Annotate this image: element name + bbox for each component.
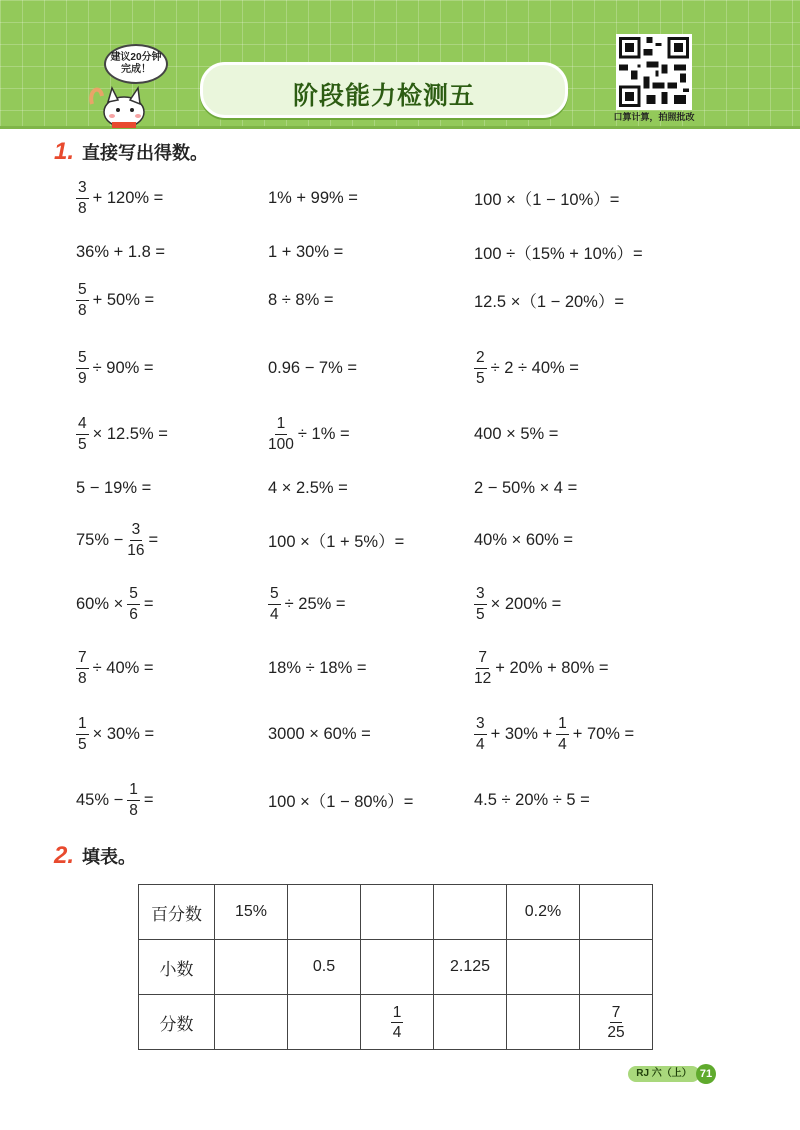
exercise-item (76, 648, 158, 688)
table-cell[interactable] (507, 995, 580, 1050)
fraction (607, 1005, 624, 1041)
expression-text: 1% + 99% = (268, 188, 358, 207)
exercise-item (268, 348, 361, 388)
expression-text: 4.5 ÷ 20% ÷ 5 = (474, 790, 590, 809)
fraction (556, 716, 569, 752)
qr-code-icon[interactable] (616, 34, 692, 110)
expression-text: ÷ 1% = (297, 424, 350, 443)
table-cell-fraction[interactable] (361, 995, 434, 1050)
exercise-item (268, 780, 417, 820)
expression-text: 36% + 1.8 = (76, 242, 165, 261)
row-header: 小数 (139, 940, 215, 995)
exercise-item (268, 414, 354, 454)
expression-text: 8 ÷ 8% = (268, 290, 334, 309)
section-2-label: 填表。 (82, 847, 137, 867)
fraction-numerator: 1 (76, 716, 89, 735)
exercise-item (474, 584, 565, 624)
fraction-numerator: 5 (76, 350, 89, 369)
table-cell[interactable] (507, 940, 580, 995)
fraction-denominator: 12 (474, 669, 492, 687)
table-cell[interactable] (288, 885, 361, 940)
expression-text: ÷ 40% = (92, 658, 154, 677)
expression-text: 4 × 2.5% = (268, 478, 348, 497)
fraction (474, 586, 487, 622)
expression-text: 60% × (76, 594, 124, 613)
expression-text: + 50% = (92, 290, 155, 309)
exercise-item (474, 520, 577, 560)
table-cell[interactable]: 0.2% (507, 885, 580, 940)
fraction (127, 522, 144, 558)
expression-text: 5 − 19% = (76, 478, 152, 497)
fraction-numerator: 3 (76, 180, 89, 199)
expression-text: 2 − 50% × 4 = (474, 478, 578, 497)
table-cell[interactable] (215, 995, 288, 1050)
expression-text: 100 ×（1 + 5%）= (268, 533, 405, 551)
row-header: 百分数 (139, 885, 215, 940)
expression-text: × 200% = (490, 594, 562, 613)
expression-text: + 30% + (490, 724, 553, 743)
section-1-label: 直接写出得数。 (82, 143, 209, 163)
fraction (474, 350, 487, 386)
fraction-denominator: 5 (476, 605, 485, 623)
fraction-denominator: 8 (78, 301, 87, 319)
expression-text: 75% − (76, 530, 124, 549)
expression-text: = (148, 530, 159, 549)
exercise-item (474, 348, 583, 388)
table-cell[interactable] (580, 885, 653, 940)
table-cell[interactable]: 2.125 (434, 940, 507, 995)
exercise-item (268, 280, 337, 320)
expression-text: 45% − (76, 790, 124, 809)
exercise-item (268, 584, 350, 624)
table-cell[interactable] (580, 940, 653, 995)
page-title: 阶段能力检测五 (292, 82, 475, 110)
table-row (139, 885, 653, 940)
fraction-denominator: 16 (127, 541, 145, 559)
exercise-item (474, 414, 562, 454)
exercise-item (76, 520, 162, 560)
qr-caption: 口算计算，拍照批改 (613, 112, 695, 122)
fraction (474, 650, 491, 686)
fraction-denominator: 8 (78, 199, 87, 217)
exercise-item (76, 178, 167, 218)
fraction-denominator: 6 (129, 605, 138, 623)
edition-tag: RJ 六（上） (628, 1066, 700, 1082)
expression-text: 3000 × 60% = (268, 724, 371, 743)
fraction-denominator: 100 (268, 435, 294, 453)
fraction-numerator: 1 (275, 416, 288, 435)
fill-in-table (138, 884, 653, 1050)
fraction-numerator: 3 (474, 586, 487, 605)
fraction-numerator: 5 (127, 586, 140, 605)
fraction-numerator: 1 (127, 782, 140, 801)
fraction-numerator: 5 (268, 586, 281, 605)
exercise-item (474, 232, 647, 272)
exercise-item (76, 584, 158, 624)
exercise-item (76, 714, 158, 754)
expression-text: 400 × 5% = (474, 424, 559, 443)
fraction-numerator: 4 (76, 416, 89, 435)
expression-text: = (143, 790, 154, 809)
expression-text: = (143, 594, 154, 613)
fraction (474, 716, 487, 752)
fraction-denominator: 8 (78, 669, 87, 687)
exercise-item (268, 714, 375, 754)
section-1-heading (54, 138, 208, 166)
exercise-item (474, 280, 628, 320)
expression-text: 18% ÷ 18% = (268, 658, 367, 677)
fraction-denominator: 5 (476, 369, 485, 387)
fraction-numerator: 3 (474, 716, 487, 735)
time-suggestion-bubble: 建议20分钟完成！ (104, 44, 168, 84)
fraction-numerator: 5 (76, 282, 89, 301)
exercise-item (268, 520, 408, 560)
exercise-item (268, 648, 371, 688)
fraction-denominator: 4 (270, 605, 279, 623)
fraction-denominator: 8 (129, 801, 138, 819)
fraction-numerator: 1 (556, 716, 569, 735)
title-banner (200, 62, 568, 118)
exercise-item (76, 414, 172, 454)
fraction-denominator: 5 (78, 435, 87, 453)
fraction-denominator: 5 (78, 735, 87, 753)
exercise-item (76, 232, 169, 272)
fraction (127, 586, 140, 622)
fraction (76, 282, 89, 318)
exercise-item (76, 780, 158, 820)
table-cell[interactable] (434, 885, 507, 940)
fraction-denominator: 4 (392, 1024, 402, 1041)
expression-text: 100 ×（1 − 10%）= (474, 191, 620, 209)
exercise-item (474, 648, 613, 688)
table-cell[interactable] (361, 940, 434, 995)
section-1-number: 1. (54, 138, 75, 165)
exercise-item (474, 714, 638, 754)
fraction-numerator: 1 (391, 1005, 404, 1024)
table-row (139, 940, 653, 995)
table-row (139, 995, 653, 1050)
fraction-denominator: 25 (607, 1024, 625, 1041)
fraction (76, 716, 89, 752)
expression-text: ÷ 2 ÷ 40% = (490, 358, 579, 377)
exercise-item (76, 348, 158, 388)
fraction (127, 782, 140, 818)
page-number: 71 (696, 1064, 716, 1084)
exercise-item (474, 178, 623, 218)
table-cell[interactable] (434, 995, 507, 1050)
expression-text: 100 ×（1 − 80%）= (268, 793, 414, 811)
fraction-denominator: 4 (558, 735, 567, 753)
row-header: 分数 (139, 995, 215, 1050)
fraction (391, 1005, 404, 1041)
expression-text: + 70% = (572, 724, 635, 743)
expression-text: × 30% = (92, 724, 155, 743)
expression-text: 0.96 − 7% = (268, 358, 357, 377)
expression-text: ÷ 25% = (284, 594, 346, 613)
fraction (76, 650, 89, 686)
expression-text: 1 + 30% = (268, 242, 344, 261)
expression-text: + 20% + 80% = (495, 658, 609, 677)
fraction-denominator: 4 (476, 735, 485, 753)
table-cell[interactable]: 0.5 (288, 940, 361, 995)
table-cell[interactable] (361, 885, 434, 940)
fraction (268, 586, 281, 622)
exercise-item (268, 178, 362, 218)
expression-text: 100 ÷（15% + 10%）= (474, 245, 643, 263)
exercise-item (474, 780, 594, 820)
table-cell-fraction[interactable] (580, 995, 653, 1050)
expression-text: + 120% = (92, 188, 164, 207)
expression-text: ÷ 90% = (92, 358, 154, 377)
cat-mascot-icon (88, 74, 148, 128)
expression-text: × 12.5% = (92, 424, 168, 443)
fraction (76, 350, 89, 386)
fraction-numerator: 7 (476, 650, 489, 669)
fraction (76, 180, 89, 216)
table-cell[interactable] (215, 940, 288, 995)
section-2-number: 2. (54, 842, 75, 869)
exercise-item (474, 468, 581, 508)
fraction-numerator: 7 (76, 650, 89, 669)
exercise-item (76, 280, 158, 320)
fraction (268, 416, 294, 452)
fraction-numerator: 3 (130, 522, 143, 541)
exercise-item (268, 232, 347, 272)
exercise-item (268, 468, 352, 508)
exercise-item (76, 468, 155, 508)
table-cell[interactable] (288, 995, 361, 1050)
fraction-numerator: 7 (610, 1005, 623, 1024)
table-cell[interactable]: 15% (215, 885, 288, 940)
fraction (76, 416, 89, 452)
expression-text: 40% × 60% = (474, 530, 574, 549)
fraction-denominator: 9 (78, 369, 87, 387)
expression-text: 12.5 ×（1 − 20%）= (474, 293, 624, 311)
fraction-numerator: 2 (474, 350, 487, 369)
section-2-heading (54, 842, 136, 870)
